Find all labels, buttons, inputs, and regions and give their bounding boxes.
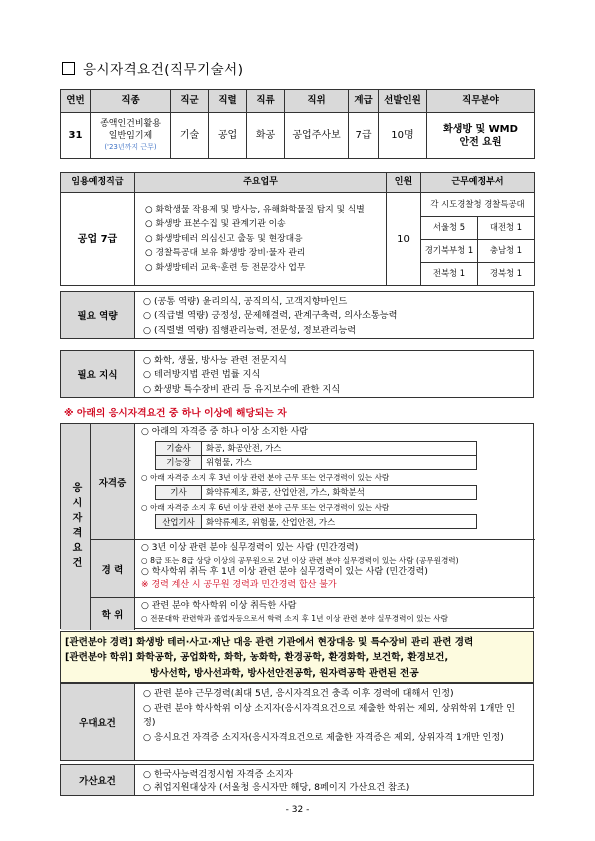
career-label: 경 력 bbox=[91, 540, 135, 597]
related-career-label: [관련분야 경력] bbox=[65, 637, 133, 648]
section-title-text: 응시자격요건(직무기술서) bbox=[83, 62, 244, 78]
list-item: ○ (직급별 역량) 긍정성, 문제해결력, 관계구축력, 의사소통능력 bbox=[143, 310, 398, 322]
job-type-line2: 일반임기제 bbox=[108, 130, 153, 141]
list-item: ○ 관련 분야 학사학위 이상 소지자(응시자격요건으로 제출한 학위는 제외, 상위학위 1개만 인정) bbox=[143, 702, 516, 729]
job-series: 공업 bbox=[209, 113, 247, 159]
qualification-block bbox=[60, 423, 534, 629]
list-item: ○ 8급 또는 8급 상당 이상의 공무원으로 2년 이상 관련 분야 실무경력이 있는 사람 (공무원경력) bbox=[141, 556, 459, 566]
job-field-cell bbox=[427, 113, 535, 159]
list-item: ○ 화생방 특수장비 관리 등 유지보수에 관한 지식 bbox=[143, 383, 341, 395]
knowledge-label: 필요 지식 bbox=[61, 351, 135, 397]
career-row bbox=[91, 540, 535, 598]
header-cell: 직렬 bbox=[209, 90, 247, 113]
job-type-cell bbox=[91, 113, 171, 159]
job-class: 화공 bbox=[247, 113, 285, 159]
job-group: 기술 bbox=[171, 113, 209, 159]
dept-item: 전북청 1 bbox=[421, 262, 478, 285]
list-item: ○ 테러방지법 관련 법률 지식 bbox=[143, 369, 261, 381]
list-item: ○ 화생방테러 의심신고 출동 및 현장대응 bbox=[145, 233, 303, 244]
license-label: 자격증 bbox=[91, 424, 135, 539]
list-item: ○ 3년 이상 관련 분야 실무경력이 있는 사람 (민간경력) bbox=[141, 543, 359, 553]
hire-count: 10명 bbox=[379, 113, 427, 159]
job-grade: 7급 bbox=[349, 113, 379, 159]
knowledge-list bbox=[135, 351, 533, 397]
list-item: ○ (직렬별 역량) 집행관리능력, 전문성, 정보관리능력 bbox=[143, 324, 357, 336]
competency-block bbox=[60, 291, 534, 339]
job-field-line2: 안전 요원 bbox=[459, 136, 502, 148]
dept-table bbox=[421, 193, 534, 285]
license-fields: 화약류제조, 화공, 산업안전, 가스, 화학분석 bbox=[202, 485, 477, 499]
knowledge-block bbox=[60, 350, 534, 398]
related-degree-line bbox=[65, 650, 529, 665]
list-item: ○ 경찰특공대 보유 화생방 장비·물자 관리 bbox=[145, 248, 306, 259]
related-degree-label: [관련분야 학위] bbox=[65, 652, 133, 664]
preference-label: 우대요건 bbox=[61, 684, 135, 760]
position-table bbox=[60, 89, 535, 159]
list-item: ○ 관련 분야 근무경력(최대 5년, 응시자격요건 충족 이후 경력에 대해서 인정) bbox=[143, 688, 454, 699]
list-item: ○ 화생방 표본수집 및 관계기관 이송 bbox=[145, 219, 286, 230]
header-cell: 인원 bbox=[387, 173, 421, 193]
career-body bbox=[135, 540, 535, 597]
bonus-block bbox=[60, 764, 534, 796]
duty-table-header bbox=[61, 173, 535, 193]
list-item: ○ 아래의 자격증 중 하나 이상 소지한 사람 bbox=[141, 427, 309, 437]
header-cell: 선발인원 bbox=[379, 90, 427, 113]
license-type: 기술사 bbox=[156, 441, 202, 455]
header-cell: 근무예정부서 bbox=[421, 173, 535, 193]
license-table-3 bbox=[155, 514, 477, 529]
list-item: ○ 화학생물 작용제 및 방사능, 유해화학물질 탐지 및 식별 bbox=[145, 204, 365, 215]
job-type-line1: 종액인건비활용 bbox=[100, 119, 161, 130]
license-fields: 화공, 화공안전, 가스 bbox=[202, 441, 477, 455]
bonus-list bbox=[135, 765, 533, 795]
degree-row bbox=[91, 598, 535, 630]
dept-cell bbox=[421, 193, 535, 286]
license-body bbox=[135, 424, 535, 539]
header-cell: 주요업무 bbox=[135, 173, 387, 193]
license-type: 기사 bbox=[156, 485, 202, 499]
section-title bbox=[62, 58, 243, 78]
list-item: ○ (공통 역량) 윤리의식, 공직의식, 고객지향마인드 bbox=[143, 296, 348, 307]
dept-item: 경기북부청 1 bbox=[421, 239, 478, 262]
position-table-row bbox=[61, 113, 535, 159]
related-field-block bbox=[60, 631, 534, 683]
career-warning: ※ 경력 계산 시 공무원 경력과 민간경력 합산 불가 bbox=[141, 580, 337, 591]
row-number: 31 bbox=[61, 113, 91, 159]
related-career-text: 화생방 테러·사고·재난 대응 관련 기관에서 현장대응 및 특수장비 관리 관련 경력 bbox=[136, 637, 474, 648]
list-item: ○ 관련 분야 학사학위 이상 취득한 사람 bbox=[141, 601, 297, 611]
header-cell: 연번 bbox=[61, 90, 91, 113]
dept-item: 충남청 1 bbox=[478, 239, 535, 262]
license-row bbox=[91, 424, 535, 540]
license-table-1 bbox=[155, 441, 477, 470]
license-fields: 화약류제조, 위험물, 산업안전, 가스 bbox=[202, 515, 477, 529]
list-item: ○ 한국사능력검정시험 자격증 소지자 bbox=[143, 769, 293, 780]
duty-headcount: 10 bbox=[387, 193, 421, 286]
appointment-rank: 공업 7급 bbox=[61, 193, 135, 286]
dept-item: 대전청 1 bbox=[478, 216, 535, 239]
degree-label: 학 위 bbox=[91, 598, 135, 630]
header-cell: 임용예정직급 bbox=[61, 173, 135, 193]
duty-list bbox=[135, 193, 387, 286]
qualification-note: ※ 아래의 응시자격요건 중 하나 이상에 해당되는 자 bbox=[64, 408, 287, 419]
competency-label: 필요 역량 bbox=[61, 292, 135, 338]
header-cell: 직군 bbox=[171, 90, 209, 113]
list-item: ○ 화학, 생물, 방사능 관련 전문지식 bbox=[143, 355, 287, 366]
header-cell: 직류 bbox=[247, 90, 285, 113]
list-item: ○ 아래 자격증 소지 후 6년 이상 관련 분야 근무 또는 연구경력이 있는 사람 bbox=[141, 502, 390, 512]
checkbox-square-icon bbox=[62, 62, 75, 75]
license-type: 기능장 bbox=[156, 455, 202, 469]
bonus-label: 가산요건 bbox=[61, 765, 135, 795]
preference-block bbox=[60, 683, 534, 761]
position-table-header bbox=[61, 90, 535, 113]
qualification-vertical-label: 응시자격요건 bbox=[61, 424, 91, 630]
related-career-line bbox=[65, 635, 529, 650]
list-item: ○ 전문대학 관련학과 졸업자등으로서 학력 소지 후 1년 이상 관련 분야 실무경력이 있는 사람 bbox=[141, 614, 448, 624]
job-position: 공업주사보 bbox=[285, 113, 349, 159]
related-degree-text-1: 화학공학, 공업화학, 화학, 농화학, 환경공학, 환경화학, 보건학, 환경보건, bbox=[136, 652, 449, 664]
page-number: - 32 - bbox=[285, 805, 310, 815]
license-type: 산업기사 bbox=[156, 515, 202, 529]
license-table-2 bbox=[155, 485, 477, 500]
header-cell: 직위 bbox=[285, 90, 349, 113]
header-cell: 계급 bbox=[349, 90, 379, 113]
list-item: ○ 학사학위 취득 후 1년 이상 관련 분야 실무경력이 있는 사람 (민간경력) bbox=[141, 567, 428, 578]
license-fields: 위험물, 가스 bbox=[202, 455, 477, 469]
dept-item: 경북청 1 bbox=[478, 262, 535, 285]
header-cell: 직무분야 bbox=[427, 90, 535, 113]
preference-list bbox=[135, 684, 533, 760]
job-type-note: ('23년까지 근무) bbox=[104, 142, 157, 151]
competency-list bbox=[135, 292, 533, 338]
list-item: ○ 화생방테러 교육·훈련 등 전문강사 업무 bbox=[145, 262, 306, 273]
duty-table bbox=[60, 172, 535, 286]
dept-header: 각 시도경찰청 경찰특공대 bbox=[421, 193, 534, 216]
duty-table-row bbox=[61, 193, 535, 286]
list-item: ○ 취업지원대상자 (서울청 응시자만 해당, 8페이지 가산요건 참조) bbox=[143, 782, 410, 794]
list-item: ○ 아래 자격증 소지 후 3년 이상 관련 분야 근무 또는 연구경력이 있는 사람 bbox=[141, 472, 390, 482]
job-field-line1: 화생방 및 WMD bbox=[443, 123, 518, 135]
list-item: ○ 응시요건 자격증 소지자(응시자격요건으로 제출한 자격증은 제외, 상위자격 1개만 인정) bbox=[143, 732, 504, 744]
dept-item: 서울청 5 bbox=[421, 216, 478, 239]
related-degree-text-2: 방사선학, 방사선과학, 방사선안전공학, 원자력공학 관련된 전공 bbox=[150, 667, 419, 679]
degree-body bbox=[135, 598, 535, 630]
header-cell: 직종 bbox=[91, 90, 171, 113]
